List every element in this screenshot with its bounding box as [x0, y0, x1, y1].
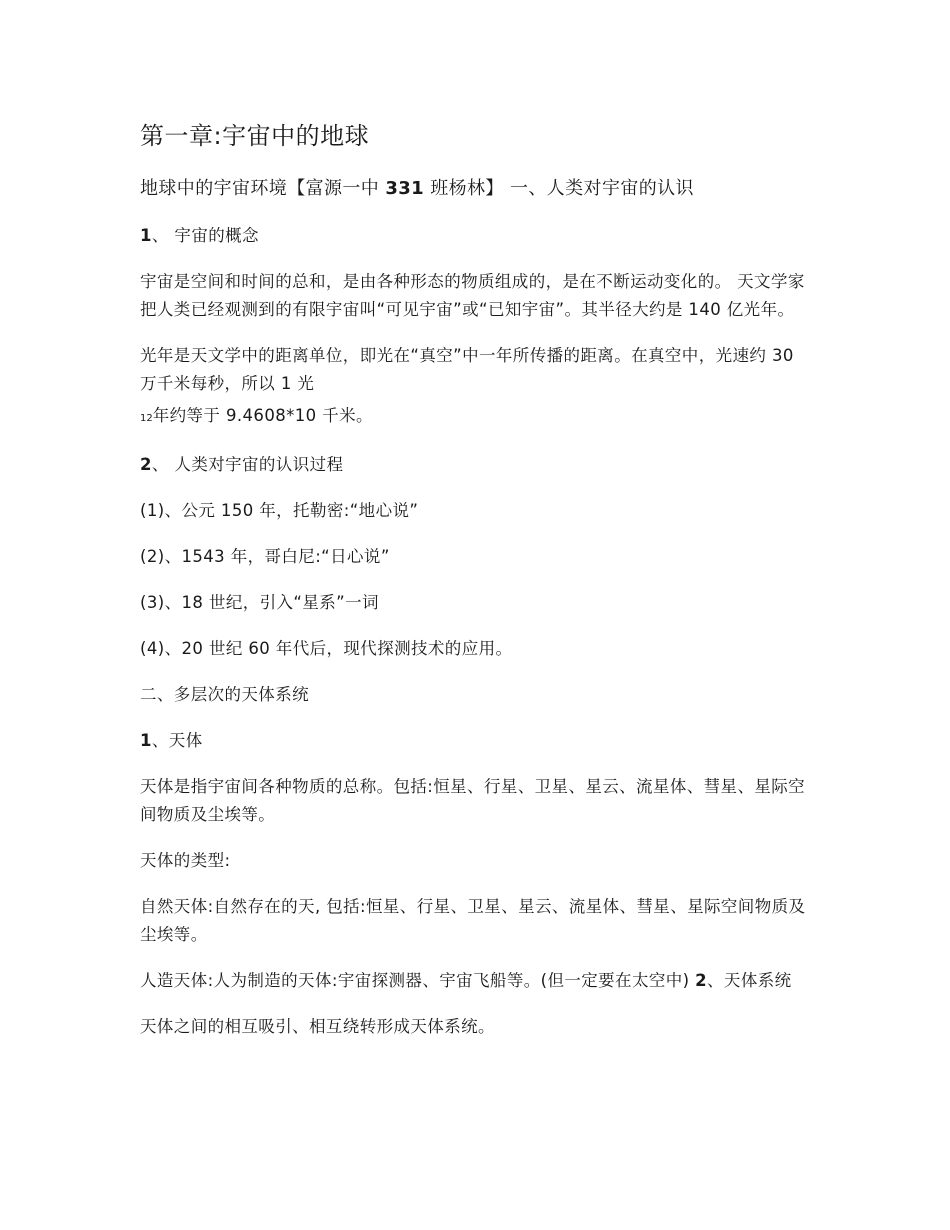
artificial-bodies-text: 人造天体:人为制造的天体:宇宙探测器、宇宙飞船等。(但一定要在太空中): [140, 971, 696, 990]
subtitle-lead: 地球中的宇宙环境【富源一中: [140, 178, 386, 199]
light-year-value-text: 年约等于 9.4608*10 千米。: [152, 406, 373, 425]
subtitle-class-number: 331: [385, 178, 425, 199]
chapter-title: 第一章:宇宙中的地球: [140, 122, 370, 150]
paragraph-universe-definition: 宇宙是空间和时间的总和，是由各种形态的物质组成的，是在不断运动变化的。 天文学家把人类已经观测到的有限宇宙叫“可见宇宙”或“已知宇宙”。其半径大约是 140 亿光年。: [140, 272, 805, 319]
heading-number: 2: [140, 455, 152, 474]
heading-text: 、天体: [151, 731, 203, 750]
heading-celestial-systems: 二、多层次的天体系统: [140, 685, 309, 704]
paragraph-artificial-bodies: [140, 967, 810, 995]
heading-celestial-body: [140, 727, 810, 755]
heading-number: 1: [140, 731, 152, 750]
heading-text: 、 宇宙的概念: [151, 226, 259, 245]
history-item-1: (1)、公元 150 年，托勒密:“地心说”: [140, 501, 419, 520]
heading-text: 、 人类对宇宙的认识过程: [151, 455, 344, 474]
paragraph-light-year: 光年是天文学中的距离单位，即光在“真空”中一年所传播的距离。在真空中，光速约 30 万千米每秒，所以 1 光: [140, 346, 794, 393]
history-item-3: (3)、18 世纪，引入“星系”一词: [140, 593, 379, 612]
paragraph-celestial-types: 天体的类型:: [140, 851, 231, 870]
paragraph-natural-bodies: 自然天体:自然存在的天, 包括:恒星、行星、卫星、星云、流星体、彗星、星际空间物质及尘埃等。: [140, 897, 806, 944]
history-item-4: (4)、20 世纪 60 年代后，现代探测技术的应用。: [140, 639, 513, 658]
heading-number: 2: [695, 971, 708, 990]
paragraph-light-year-value: [140, 402, 810, 433]
heading-text: 、天体系统: [707, 971, 792, 990]
subtitle-tail: 班杨林】 一、人类对宇宙的认识: [424, 178, 694, 199]
history-item-2: (2)、1543 年，哥白尼:“日心说”: [140, 547, 390, 566]
heading-universe-concept: [140, 222, 810, 250]
heading-cognition-process: [140, 451, 810, 479]
exponent-small: 12: [140, 413, 153, 424]
paragraph-celestial-system-definition: 天体之间的相互吸引、相互绕转形成天体系统。: [140, 1017, 495, 1036]
paragraph-celestial-definition: 天体是指宇宙间各种物质的总称。包括:恒星、行星、卫星、星云、流星体、彗星、星际空间物质及尘埃等。: [140, 777, 806, 824]
heading-number: 1: [140, 226, 152, 245]
section-subtitle: [140, 174, 810, 204]
